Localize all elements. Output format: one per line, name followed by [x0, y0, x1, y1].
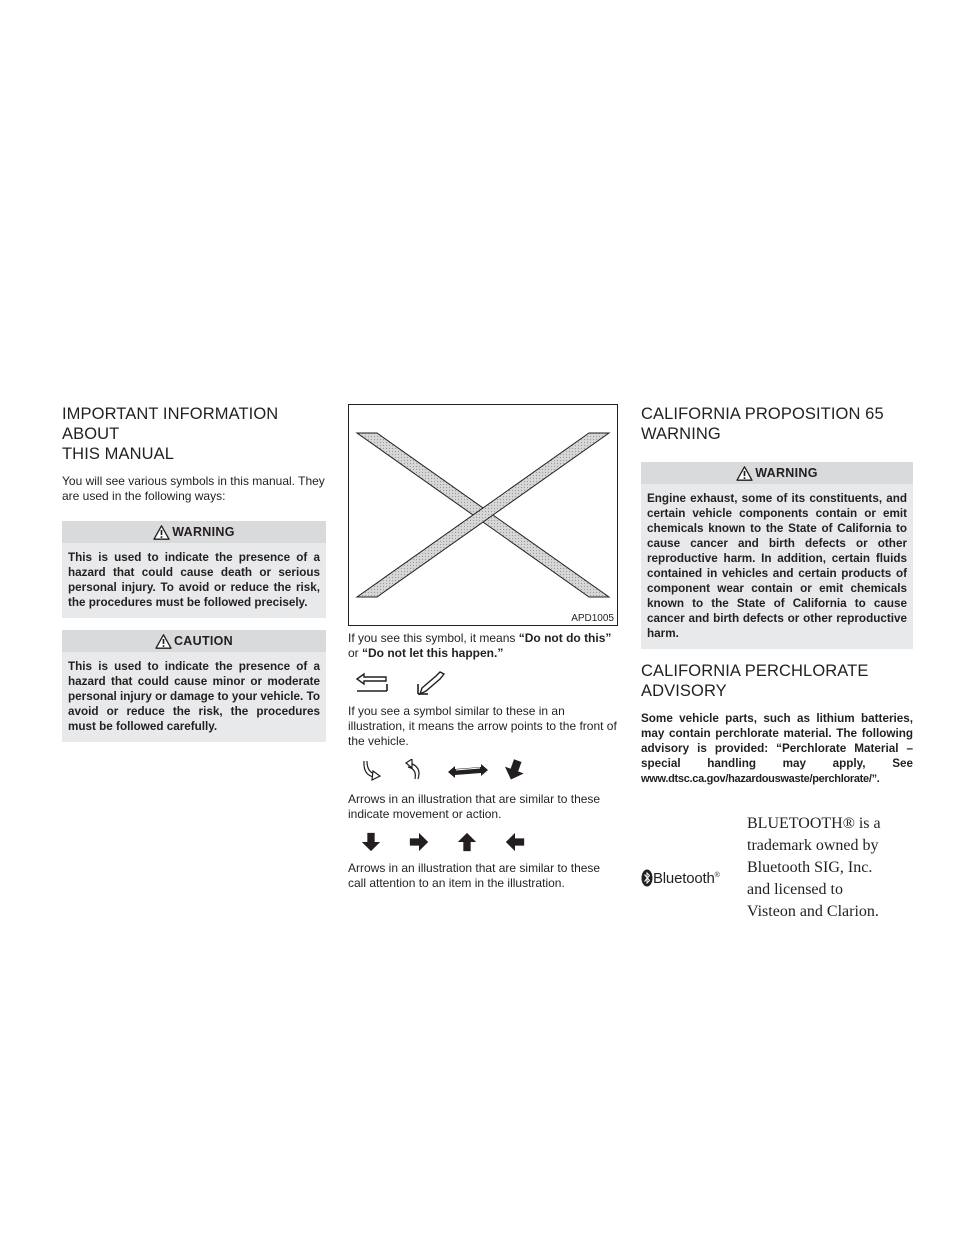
arrow-down-icon [360, 831, 382, 853]
symbol-text-prefix: If you see this symbol, it means [348, 631, 519, 645]
double-arrow-icon [446, 760, 490, 782]
section-title-perchlorate [641, 661, 913, 701]
x-mark-icon [349, 405, 617, 625]
caution-label: CAUTION [173, 634, 234, 648]
title-line-2: ADVISORY [641, 682, 727, 700]
title-line-1: CALIFORNIA PERCHLORATE [641, 662, 869, 680]
prop65-warning-header [641, 462, 913, 484]
warning-label: WARNING [172, 525, 235, 539]
registered-mark: ® [714, 871, 720, 879]
bt-line-1: BLUETOOTH® is a [747, 815, 881, 832]
bluetooth-icon [641, 869, 653, 887]
bluetooth-trademark-text [747, 813, 881, 923]
front-arrow-text: If you see a symbol similar to these in an illustration, it means the arrow points to the front of the vehicle. [348, 704, 617, 748]
column-middle [348, 404, 620, 900]
bluetooth-wordmark: Bluetooth [653, 869, 715, 887]
column-left [62, 404, 326, 754]
bt-line-5: Visteon and Clarion. [747, 903, 879, 920]
warning-label: WARNING [755, 466, 818, 480]
movement-arrow-text: Arrows in an illustration that are similar to these indicate movement or action. [348, 792, 601, 821]
front-arrow-icon [354, 672, 390, 694]
bt-line-2: trademark owned by [747, 837, 879, 854]
movement-arrows-row [360, 758, 620, 784]
symbol-text-or: or [348, 646, 363, 660]
bluetooth-notice [641, 813, 913, 923]
perchlorate-body: Some vehicle parts, such as lithium batteries, may contain perchlorate material. The following advisory is provided: “Perchlorate Material – special handling may apply, See [641, 712, 913, 770]
section-title-important-info [62, 404, 326, 464]
bluetooth-logo [641, 869, 741, 887]
curved-arrow-icon [404, 759, 426, 783]
warning-triangle-icon [155, 634, 172, 649]
do-not-figure [348, 404, 618, 626]
title-line-2: WARNING [641, 425, 721, 443]
warning-triangle-icon [736, 466, 753, 481]
warning-box-text: This is used to indicate the presence of a hazard that could cause death or serious personal injury. To avoid or reduce the risk, the procedures must be followed precisely. [62, 543, 326, 618]
arrow-right-icon [408, 831, 430, 853]
bt-line-3: Bluetooth SIG, Inc. [747, 859, 873, 876]
attention-arrow-text: Arrows in an illustration that are similar to these call attention to an item in the illustration. [348, 861, 601, 890]
perchlorate-url: www.dtsc.ca.gov/hazardouswaste/perchlorate/”. [641, 773, 880, 785]
perchlorate-text [641, 711, 913, 787]
section-title-prop65 [641, 404, 913, 444]
caution-box-header [62, 630, 326, 652]
arrow-left-icon [504, 831, 526, 853]
symbol-meaning-text [348, 631, 620, 661]
title-line-1: IMPORTANT INFORMATION ABOUT [62, 405, 279, 443]
title-line-2: THIS MANUAL [62, 445, 175, 463]
caution-box-text: This is used to indicate the presence of a hazard that could cause minor or moderate personal injury or damage to your vehicle. To avoid or reduce the risk, the procedures must be followed carefully. [62, 652, 326, 742]
arrow-up-icon [456, 831, 478, 853]
warning-triangle-icon [153, 525, 170, 540]
column-right [641, 404, 913, 923]
title-line-1: CALIFORNIA PROPOSITION 65 [641, 405, 884, 423]
front-arrows-row [348, 670, 620, 696]
do-not-let-happen: “Do not let this happen.” [362, 646, 504, 660]
attention-arrows-row [360, 831, 620, 853]
front-arrow-angled-icon [414, 670, 450, 696]
curved-arrow-icon [360, 759, 382, 783]
bt-line-4: and licensed to [747, 881, 843, 898]
warning-box-header [62, 521, 326, 543]
prop65-warning-text: Engine exhaust, some of its constituents, and certain vehicle components contain or emit chemicals known to the State of California to cause cancer and birth defects or other reproductive harm. In addition, certain fluids contained in vehicles and certain products of component wear contain or emit chemicals known to the State of California to cause cancer and birth defects or other reproductive harm. [641, 484, 913, 649]
intro-text: You will see various symbols in this manual. They are used in the following ways: [62, 474, 325, 503]
do-not-do-this: “Do not do this” [518, 631, 612, 645]
bold-arrow-icon [502, 758, 526, 784]
figure-code: APD1005 [571, 613, 614, 624]
